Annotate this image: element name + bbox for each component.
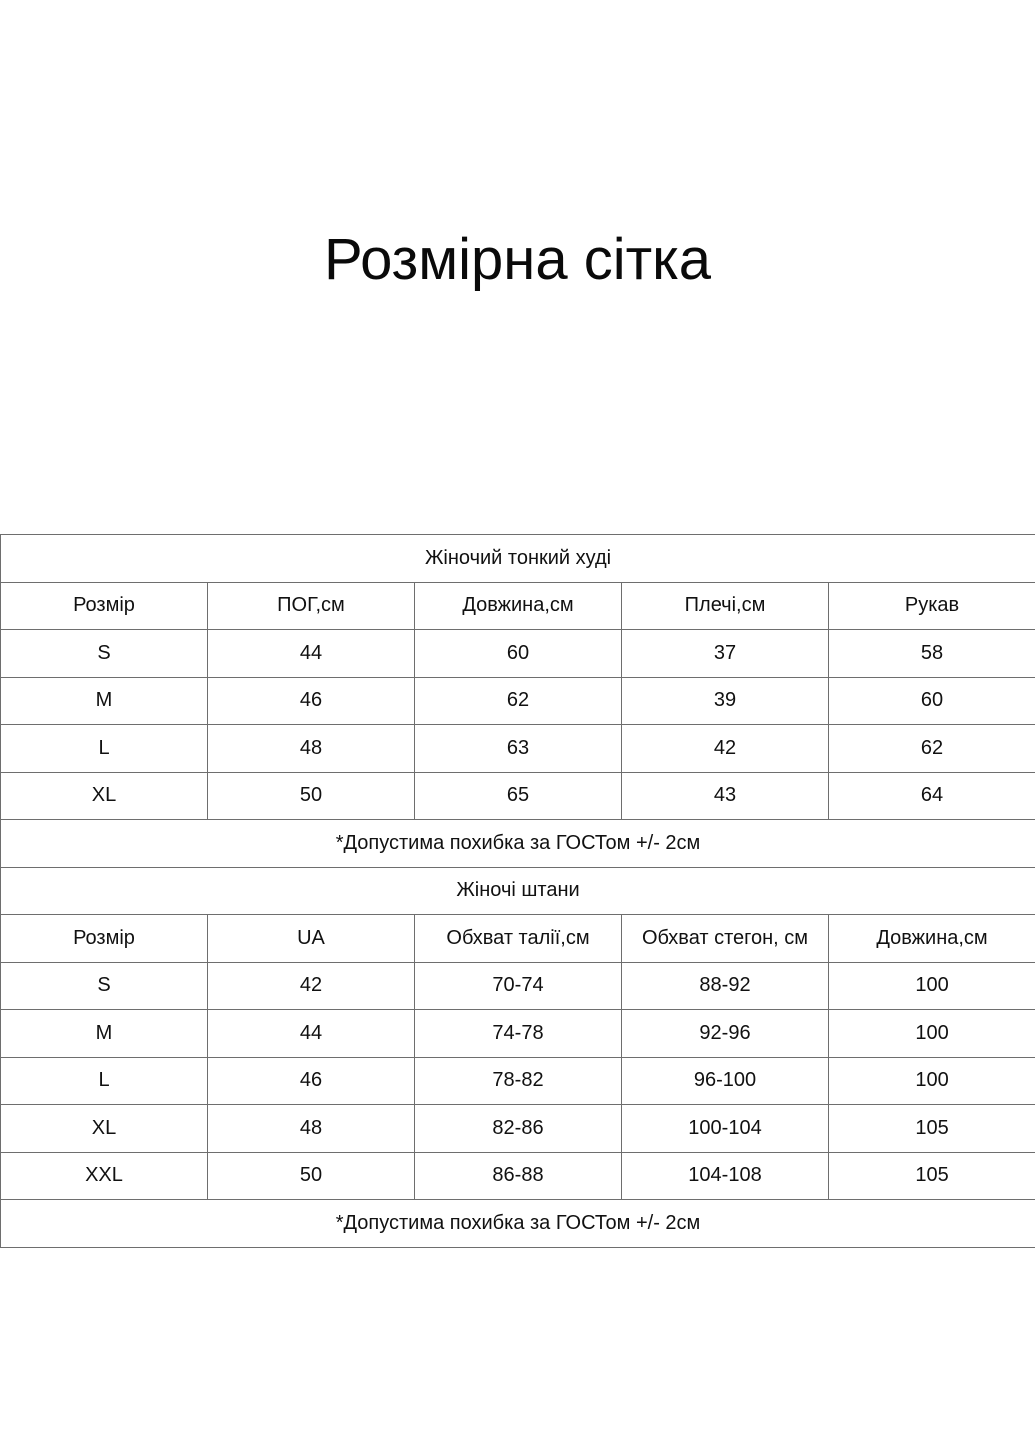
- size-cell: L: [1, 1057, 208, 1105]
- table-row: [1, 1105, 1035, 1153]
- table-cell: 48: [208, 1105, 415, 1153]
- column-header: Обхват талії,см: [415, 915, 622, 963]
- column-header: Розмір: [1, 582, 208, 630]
- table-cell: 50: [208, 1152, 415, 1200]
- table-cell: 92-96: [622, 1010, 829, 1058]
- column-header: Довжина,см: [415, 582, 622, 630]
- column-header: UA: [208, 915, 415, 963]
- table-cell: 42: [208, 962, 415, 1010]
- table-cell: 43: [622, 772, 829, 820]
- table-cell: 86-88: [415, 1152, 622, 1200]
- table-cell: 105: [829, 1152, 1035, 1200]
- size-cell: XL: [1, 772, 208, 820]
- column-header: ПОГ,см: [208, 582, 415, 630]
- table-cell: 82-86: [415, 1105, 622, 1153]
- table-cell: 100-104: [622, 1105, 829, 1153]
- table-cell: 48: [208, 725, 415, 773]
- size-chart-table: [0, 534, 1035, 1248]
- hoodie-header-row: [1, 582, 1035, 630]
- table-row: [1, 1057, 1035, 1105]
- table-cell: 74-78: [415, 1010, 622, 1058]
- column-header: Обхват стегон, см: [622, 915, 829, 963]
- column-header: Плечі,см: [622, 582, 829, 630]
- tolerance-note: *Допустима похибка за ГОСТом +/- 2см: [1, 820, 1035, 868]
- size-cell: S: [1, 630, 208, 678]
- hoodie-title-row: [1, 535, 1035, 583]
- table-cell: 58: [829, 630, 1035, 678]
- hoodie-title: Жіночий тонкий худі: [1, 535, 1035, 583]
- table-cell: 44: [208, 630, 415, 678]
- table-cell: 44: [208, 1010, 415, 1058]
- table-cell: 46: [208, 677, 415, 725]
- hoodie-note-row: [1, 820, 1035, 868]
- table-cell: 62: [415, 677, 622, 725]
- table-cell: 60: [829, 677, 1035, 725]
- column-header: Рукав: [829, 582, 1035, 630]
- size-cell: XL: [1, 1105, 208, 1153]
- table-cell: 105: [829, 1105, 1035, 1153]
- table-cell: 96-100: [622, 1057, 829, 1105]
- table-cell: 39: [622, 677, 829, 725]
- pants-title: Жіночі штани: [1, 867, 1035, 915]
- table-row: [1, 677, 1035, 725]
- table-cell: 37: [622, 630, 829, 678]
- table-row: [1, 772, 1035, 820]
- tolerance-note: *Допустима похибка за ГОСТом +/- 2см: [1, 1200, 1035, 1248]
- table-row: [1, 725, 1035, 773]
- pants-note-row: [1, 1200, 1035, 1248]
- table-cell: 64: [829, 772, 1035, 820]
- table-cell: 88-92: [622, 962, 829, 1010]
- table-cell: 50: [208, 772, 415, 820]
- pants-title-row: [1, 867, 1035, 915]
- table-cell: 100: [829, 1057, 1035, 1105]
- table-cell: 46: [208, 1057, 415, 1105]
- size-cell: M: [1, 677, 208, 725]
- column-header: Довжина,см: [829, 915, 1035, 963]
- column-header: Розмір: [1, 915, 208, 963]
- size-cell: M: [1, 1010, 208, 1058]
- size-cell: XXL: [1, 1152, 208, 1200]
- table-cell: 63: [415, 725, 622, 773]
- table-cell: 70-74: [415, 962, 622, 1010]
- table-row: [1, 630, 1035, 678]
- table-cell: 62: [829, 725, 1035, 773]
- table-cell: 104-108: [622, 1152, 829, 1200]
- table-row: [1, 962, 1035, 1010]
- table-cell: 100: [829, 1010, 1035, 1058]
- table-row: [1, 1010, 1035, 1058]
- size-cell: L: [1, 725, 208, 773]
- table-cell: 100: [829, 962, 1035, 1010]
- pants-header-row: [1, 915, 1035, 963]
- table-row: [1, 1152, 1035, 1200]
- table-cell: 65: [415, 772, 622, 820]
- table-cell: 42: [622, 725, 829, 773]
- table-cell: 60: [415, 630, 622, 678]
- size-cell: S: [1, 962, 208, 1010]
- page-title: Розмірна сітка: [323, 227, 712, 292]
- table-cell: 78-82: [415, 1057, 622, 1105]
